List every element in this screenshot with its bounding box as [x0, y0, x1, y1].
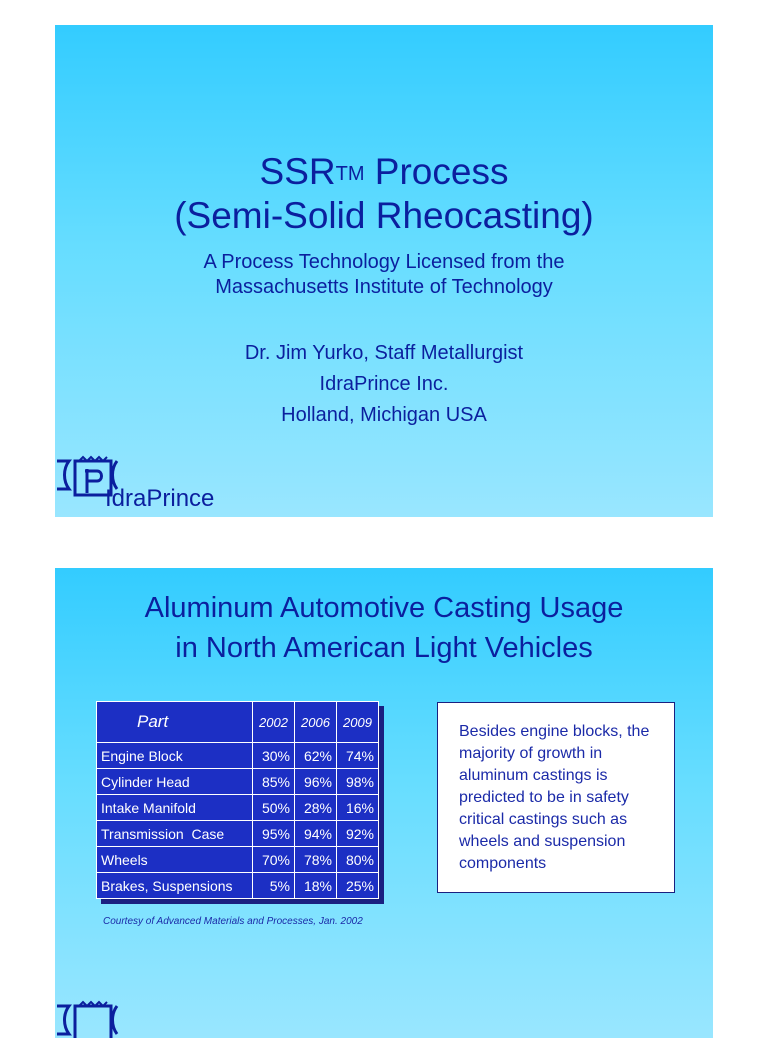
idraprince-logo-partial [55, 1000, 205, 1038]
title-line-2: in North American Light Vehicles [175, 632, 593, 664]
table-row [97, 769, 379, 795]
header-part: Part [97, 702, 253, 743]
cell-value: 18% [295, 873, 337, 899]
note-box: Besides engine blocks, the majority of growth in aluminum castings is predicted to be in safety critical castings such as wheels and suspension components [437, 702, 675, 893]
cell-part: Engine Block [97, 743, 253, 769]
slide-1-title [55, 150, 713, 238]
cell-value: 92% [337, 821, 379, 847]
table-row [97, 873, 379, 899]
cell-value: 25% [337, 873, 379, 899]
header-2009: 2009 [337, 702, 379, 743]
cell-part: Wheels [97, 847, 253, 873]
table-row [97, 743, 379, 769]
cell-value: 95% [253, 821, 295, 847]
cell-value: 5% [253, 873, 295, 899]
trademark-mark: TM [335, 163, 365, 185]
idraprince-logo [55, 455, 215, 515]
cell-value: 28% [295, 795, 337, 821]
cell-value: 94% [295, 821, 337, 847]
location-line: Holland, Michigan USA [281, 404, 487, 426]
idraprince-logo-icon [55, 1000, 125, 1038]
slide-1 [55, 25, 713, 517]
table-row [97, 795, 379, 821]
slide-1-author-block [55, 338, 713, 431]
slide-1-subtitle [55, 250, 713, 300]
subtitle-line-1: A Process Technology Licensed from the [203, 251, 565, 273]
subtitle-line-2: Massachusetts Institute of Technology [215, 276, 553, 298]
cell-value: 85% [253, 769, 295, 795]
title-suffix: Process [364, 151, 509, 192]
table-row [97, 847, 379, 873]
cell-value: 78% [295, 847, 337, 873]
header-2002: 2002 [253, 702, 295, 743]
title-prefix: SSR [259, 151, 336, 192]
author-line: Dr. Jim Yurko, Staff Metallurgist [244, 342, 524, 364]
cell-part: Cylinder Head [97, 769, 253, 795]
source-credit: Courtesy of Advanced Materials and Processes, Jan. 2002 [103, 916, 363, 927]
title-line-2: (Semi-Solid Rheocasting) [174, 195, 594, 236]
table-row [97, 821, 379, 847]
cell-value: 50% [253, 795, 295, 821]
cell-value: 74% [337, 743, 379, 769]
cell-value: 16% [337, 795, 379, 821]
cell-value: 70% [253, 847, 295, 873]
slide-2-title [55, 588, 713, 668]
cell-value: 80% [337, 847, 379, 873]
slide-2 [55, 568, 713, 1038]
cell-value: 98% [337, 769, 379, 795]
cell-part: Intake Manifold [97, 795, 253, 821]
cell-value: 30% [253, 743, 295, 769]
header-2006: 2006 [295, 702, 337, 743]
title-line-1: Aluminum Automotive Casting Usage [144, 592, 624, 624]
cell-value: 62% [295, 743, 337, 769]
table-header-row [97, 702, 379, 743]
casting-usage-table [96, 701, 379, 899]
cell-part: Transmission Case [97, 821, 253, 847]
company-line: IdraPrince Inc. [319, 373, 449, 395]
cell-part: Brakes, Suspensions [97, 873, 253, 899]
logo-wordmark: IdraPrince [105, 485, 215, 512]
cell-value: 96% [295, 769, 337, 795]
